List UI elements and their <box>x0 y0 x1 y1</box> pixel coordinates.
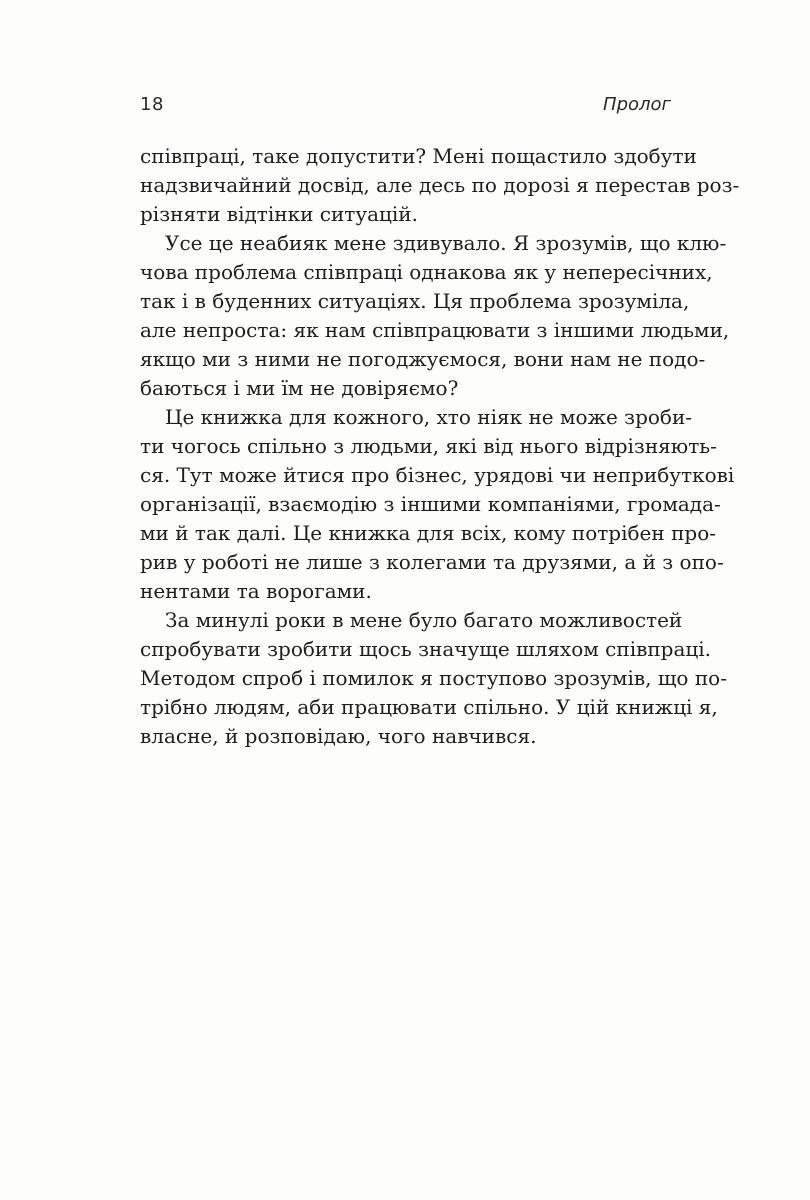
page-number: 18 <box>140 94 164 115</box>
text-line: ся. Тут може йтися про бізнес, урядові чи неприбуткові <box>140 463 735 487</box>
paragraph-1 <box>140 142 740 229</box>
text-line: Це книжка для кожного, хто ніяк не може зроби- <box>165 405 693 429</box>
text-line: ти чогось спільно з людьми, які від нього відрізняють- <box>140 434 717 458</box>
text-line: але непроста: як нам співпрацювати з іншими людьми, <box>140 318 730 342</box>
text-line: організації, взаємодію з іншими компаніями, громада- <box>140 492 721 516</box>
text-line: нентами та ворогами. <box>140 579 372 603</box>
text-line: рив у роботі не лише з колегами та друзями, а й з опо- <box>140 550 724 574</box>
text-line: чова проблема співпраці однакова як у непересічних, <box>140 260 713 284</box>
text-line: якщо ми з ними не погоджуємося, вони нам не подо- <box>140 347 706 371</box>
text-line: баються і ми їм не довіряємо? <box>140 376 459 400</box>
text-line: Методом спроб і помилок я поступово зрозумів, що по- <box>140 666 727 690</box>
text-line: надзвичайний досвід, але десь по дорозі я перестав роз- <box>140 173 740 197</box>
text-line: спробувати зробити щось значуще шляхом співпраці. <box>140 637 712 661</box>
text-line: трібно людям, аби працювати спільно. У цій книжці я, <box>140 695 718 719</box>
running-header <box>140 94 671 122</box>
text-line: власне, й розповідаю, чого навчився. <box>140 724 537 748</box>
running-title: Пролог <box>603 94 671 115</box>
text-line: ми й так далі. Це книжка для всіх, кому потрібен про- <box>140 521 717 545</box>
text-line: різняти відтінки ситуацій. <box>140 202 418 226</box>
body-text <box>140 142 740 751</box>
text-line: співпраці, таке допустити? Мені пощастило здобути <box>140 144 697 168</box>
text-line: За минулі роки в мене було багато можливостей <box>165 608 683 632</box>
paragraph-2 <box>140 229 730 403</box>
text-line: так і в буденних ситуаціях. Ця проблема зрозуміла, <box>140 289 690 313</box>
paragraph-3 <box>140 403 735 606</box>
text-line: Усе це неабияк мене здивувало. Я зрозумів, що клю- <box>165 231 727 255</box>
paragraph-4 <box>140 606 727 751</box>
